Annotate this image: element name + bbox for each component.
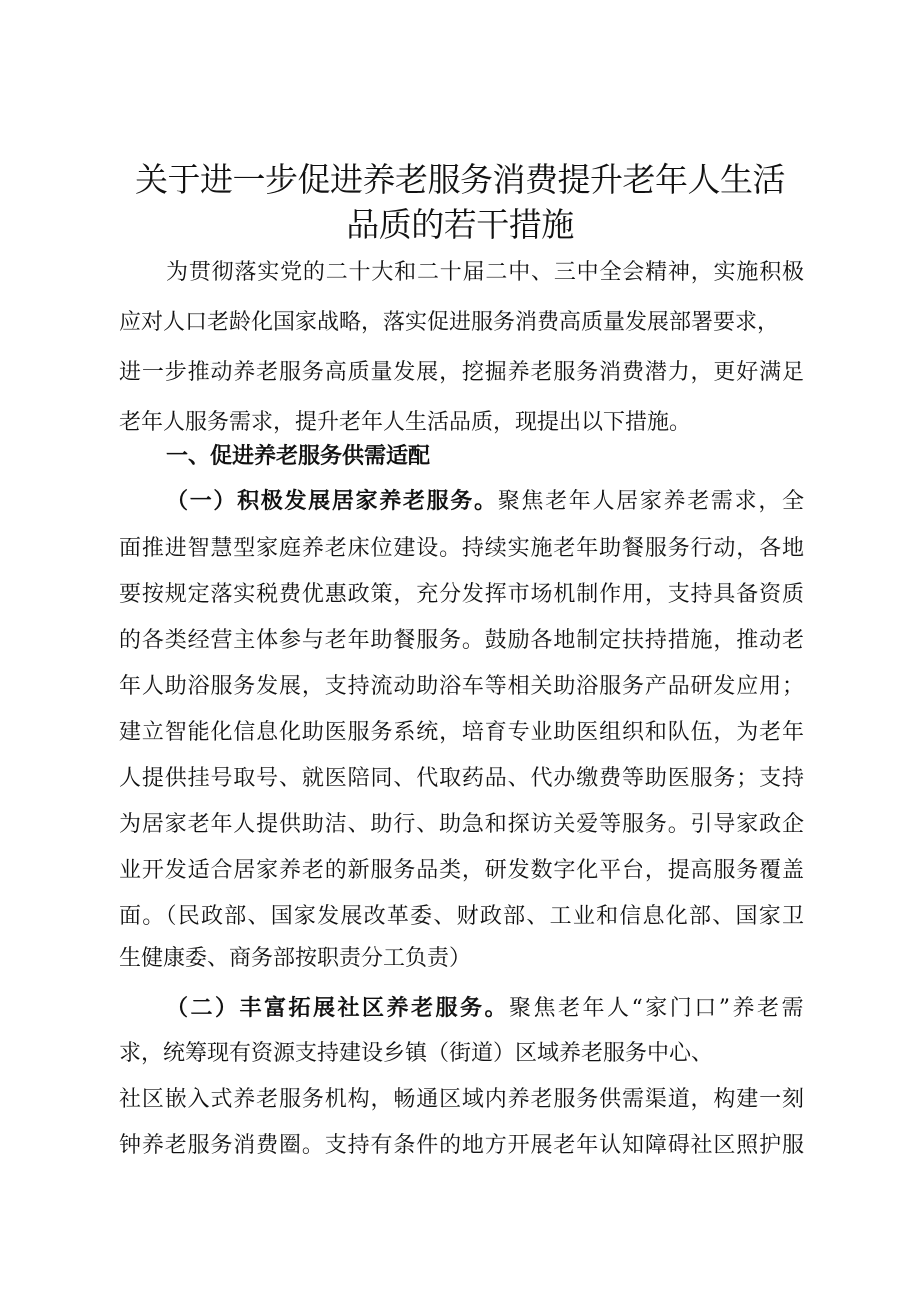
- item-1-line-7: 人提供挂号取号、就医陪同、代取药品、代办缴费等助医服务；支持: [119, 766, 805, 791]
- intro-line-1: 为贯彻落实党的二十大和二十届二中、三中全会精神，实施积极: [166, 260, 805, 285]
- item-2-first-line: [166, 988, 806, 1028]
- item-1-line-10: 面。（民政部、国家发展改革委、财政部、工业和信息化部、国家卫: [119, 904, 806, 929]
- item-2-line-4: 钟养老服务消费圈。支持有条件的地方开展老年认知障碍社区照护服: [119, 1133, 805, 1158]
- document-title-line-2: 品质的若干措施: [346, 205, 574, 244]
- item-1-first-line: [166, 481, 806, 521]
- item-1-line-9: 业开发适合居家养老的新服务品类，研发数字化平台，提高服务覆盖: [119, 858, 805, 883]
- intro-line-3: 进一步推动养老服务高质量发展，挖掘养老服务消费潜力，更好满足: [119, 360, 805, 385]
- item-1-line-2: 面推进智慧型家庭养老床位建设。持续实施老年助餐服务行动，各地: [119, 536, 805, 561]
- item-2-line-2: 求，统筹现有资源支持建设乡镇（街道）区域养老服务中心、: [119, 1041, 714, 1066]
- item-1-line-11: 生健康委、商务部按职责分工负责）: [119, 946, 472, 971]
- section-1-heading: 一、促进养老服务供需适配: [166, 444, 431, 469]
- item-1-line-3: 要按规定落实税费优惠政策，充分发挥市场机制作用，支持具备资质: [119, 582, 805, 607]
- item-1-line-8: 为居家老年人提供助洁、助行、助急和探访关爱等服务。引导家政企: [119, 812, 805, 837]
- item-2-label: （二）丰富拓展社区养老服务。: [166, 995, 510, 1021]
- intro-line-2: [119, 303, 804, 343]
- item-1-line-4: 的各类经营主体参与老年助餐服务。鼓励各地制定扶持措施，推动老: [119, 628, 805, 653]
- item-2-first-line-rest: 聚焦老年人“家门口”养老需: [509, 996, 807, 1021]
- document-title-line-1: 关于进一步促进养老服务消费提升老年人生活: [135, 160, 785, 199]
- item-1-first-line-rest: 聚焦老年人居家养老需求，全: [497, 489, 806, 514]
- item-2-line-3: 社区嵌入式养老服务机构，畅通区域内养老服务供需渠道，构建一刻: [119, 1087, 805, 1112]
- item-1-line-6: 建立智能化信息化助医服务系统，培育专业助医组织和队伍，为老年: [119, 720, 805, 745]
- item-1-label: （一）积极发展居家养老服务。: [166, 488, 498, 514]
- intro-line-2-text: 应对人口老龄化国家战略，落实促进服务消费高质量发展部署要求，: [119, 310, 780, 335]
- intro-line-4: 老年人服务需求，提升老年人生活品质，现提出以下措施。: [119, 410, 692, 435]
- item-1-line-5: 年人助浴服务发展，支持流动助浴车等相关助浴服务产品研发应用；: [119, 674, 805, 699]
